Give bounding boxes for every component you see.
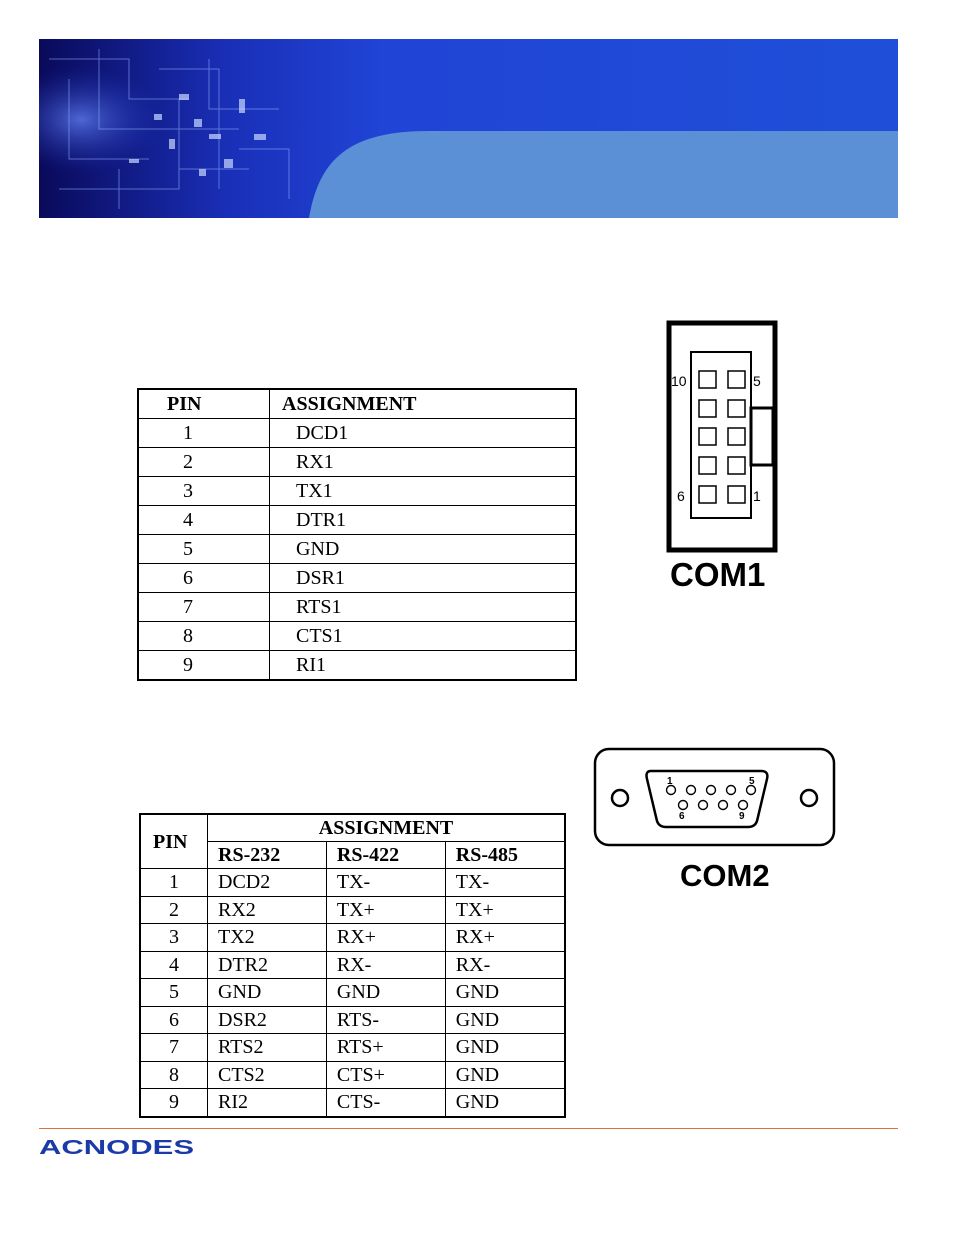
pin-number: 9	[138, 651, 270, 681]
table-row	[140, 951, 565, 979]
db9-pin-6-label: 6	[679, 811, 685, 822]
table-row	[140, 1006, 565, 1034]
pin-number: 1	[138, 419, 270, 448]
table-row	[140, 924, 565, 952]
db9-pin-9-label: 9	[739, 811, 745, 822]
rs422-value: CTS-	[326, 1089, 445, 1117]
pin-number: 4	[138, 506, 270, 535]
rs485-value: TX+	[445, 896, 565, 924]
rs485-value: TX-	[445, 869, 565, 897]
pin-number: 8	[140, 1061, 208, 1089]
pin-assignment: RI1	[270, 651, 577, 681]
assignment-column-header: ASSIGNMENT	[208, 814, 566, 842]
pin-number: 3	[140, 924, 208, 952]
db9-pin-5-label: 5	[749, 776, 755, 787]
com2-pin-assignment-table	[139, 813, 566, 1118]
table-row	[140, 1089, 565, 1117]
table-row	[138, 564, 576, 593]
header-banner	[39, 39, 898, 218]
com1-connector-diagram	[665, 320, 780, 560]
rs485-value: GND	[445, 1061, 565, 1089]
pin-assignment: DTR1	[270, 506, 577, 535]
pin-number: 8	[138, 622, 270, 651]
rs485-value: GND	[445, 1006, 565, 1034]
acnodes-logo	[39, 1133, 199, 1164]
table-header-row	[140, 814, 565, 842]
rs232-value: DCD2	[208, 869, 327, 897]
pin-assignment: DSR1	[270, 564, 577, 593]
rs232-value: RI2	[208, 1089, 327, 1117]
pin-5-label: 5	[753, 373, 761, 389]
rs422-value: RTS-	[326, 1006, 445, 1034]
rs232-column-header: RS-232	[208, 842, 327, 869]
pin-number: 1	[140, 869, 208, 897]
com1-pin-assignment-table	[137, 388, 577, 681]
table-row	[140, 869, 565, 897]
pin-assignment: GND	[270, 535, 577, 564]
rs422-value: RTS+	[326, 1034, 445, 1062]
db9-pin-1-label: 1	[667, 776, 673, 787]
pin-assignment: DCD1	[270, 419, 577, 448]
com2-label: COM2	[680, 858, 770, 893]
table-row	[138, 651, 576, 681]
pin-number: 5	[138, 535, 270, 564]
table-row	[140, 896, 565, 924]
rs485-value: GND	[445, 979, 565, 1007]
com2-db9-connector-diagram	[593, 747, 838, 854]
pin-number: 6	[140, 1006, 208, 1034]
rs232-value: DSR2	[208, 1006, 327, 1034]
rs485-value: GND	[445, 1034, 565, 1062]
circuit-board-banner-image	[39, 39, 898, 218]
table-row	[140, 1034, 565, 1062]
pin-number: 7	[140, 1034, 208, 1062]
rs232-value: TX2	[208, 924, 327, 952]
assignment-column-header: ASSIGNMENT	[270, 389, 577, 419]
table-row	[138, 419, 576, 448]
table-row	[138, 477, 576, 506]
rs232-value: RX2	[208, 896, 327, 924]
pin-number: 3	[138, 477, 270, 506]
table-row	[138, 506, 576, 535]
pin-number: 6	[138, 564, 270, 593]
rs232-value: CTS2	[208, 1061, 327, 1089]
rs422-value: GND	[326, 979, 445, 1007]
pin-number: 2	[138, 448, 270, 477]
rs485-column-header: RS-485	[445, 842, 565, 869]
table-row	[140, 979, 565, 1007]
pin-number: 9	[140, 1089, 208, 1117]
table-row	[138, 535, 576, 564]
pin-6-label: 6	[677, 488, 685, 504]
rs232-value: RTS2	[208, 1034, 327, 1062]
rs232-value: DTR2	[208, 951, 327, 979]
pin-10-label: 10	[671, 373, 687, 389]
pin-column-header: PIN	[140, 814, 208, 869]
pin-number: 7	[138, 593, 270, 622]
pin-1-label: 1	[753, 488, 761, 504]
rs422-value: RX-	[326, 951, 445, 979]
rs485-value: GND	[445, 1089, 565, 1117]
com1-label: COM1	[670, 556, 766, 593]
pin-number: 2	[140, 896, 208, 924]
table-row	[138, 593, 576, 622]
logo-text: ACNODES	[39, 1137, 194, 1159]
rs422-value: TX-	[326, 869, 445, 897]
pin-assignment: RTS1	[270, 593, 577, 622]
rs232-value: GND	[208, 979, 327, 1007]
pin-number: 5	[140, 979, 208, 1007]
table-row	[138, 622, 576, 651]
rs422-column-header: RS-422	[326, 842, 445, 869]
table-header-row	[138, 389, 576, 419]
pin-column-header: PIN	[138, 389, 270, 419]
rs422-value: CTS+	[326, 1061, 445, 1089]
rs485-value: RX+	[445, 924, 565, 952]
table-row	[138, 448, 576, 477]
rs485-value: RX-	[445, 951, 565, 979]
rs422-value: TX+	[326, 896, 445, 924]
rs422-value: RX+	[326, 924, 445, 952]
footer-divider	[39, 1128, 898, 1129]
pin-assignment: CTS1	[270, 622, 577, 651]
pin-assignment: RX1	[270, 448, 577, 477]
pin-assignment: TX1	[270, 477, 577, 506]
table-row	[140, 1061, 565, 1089]
pin-number: 4	[140, 951, 208, 979]
